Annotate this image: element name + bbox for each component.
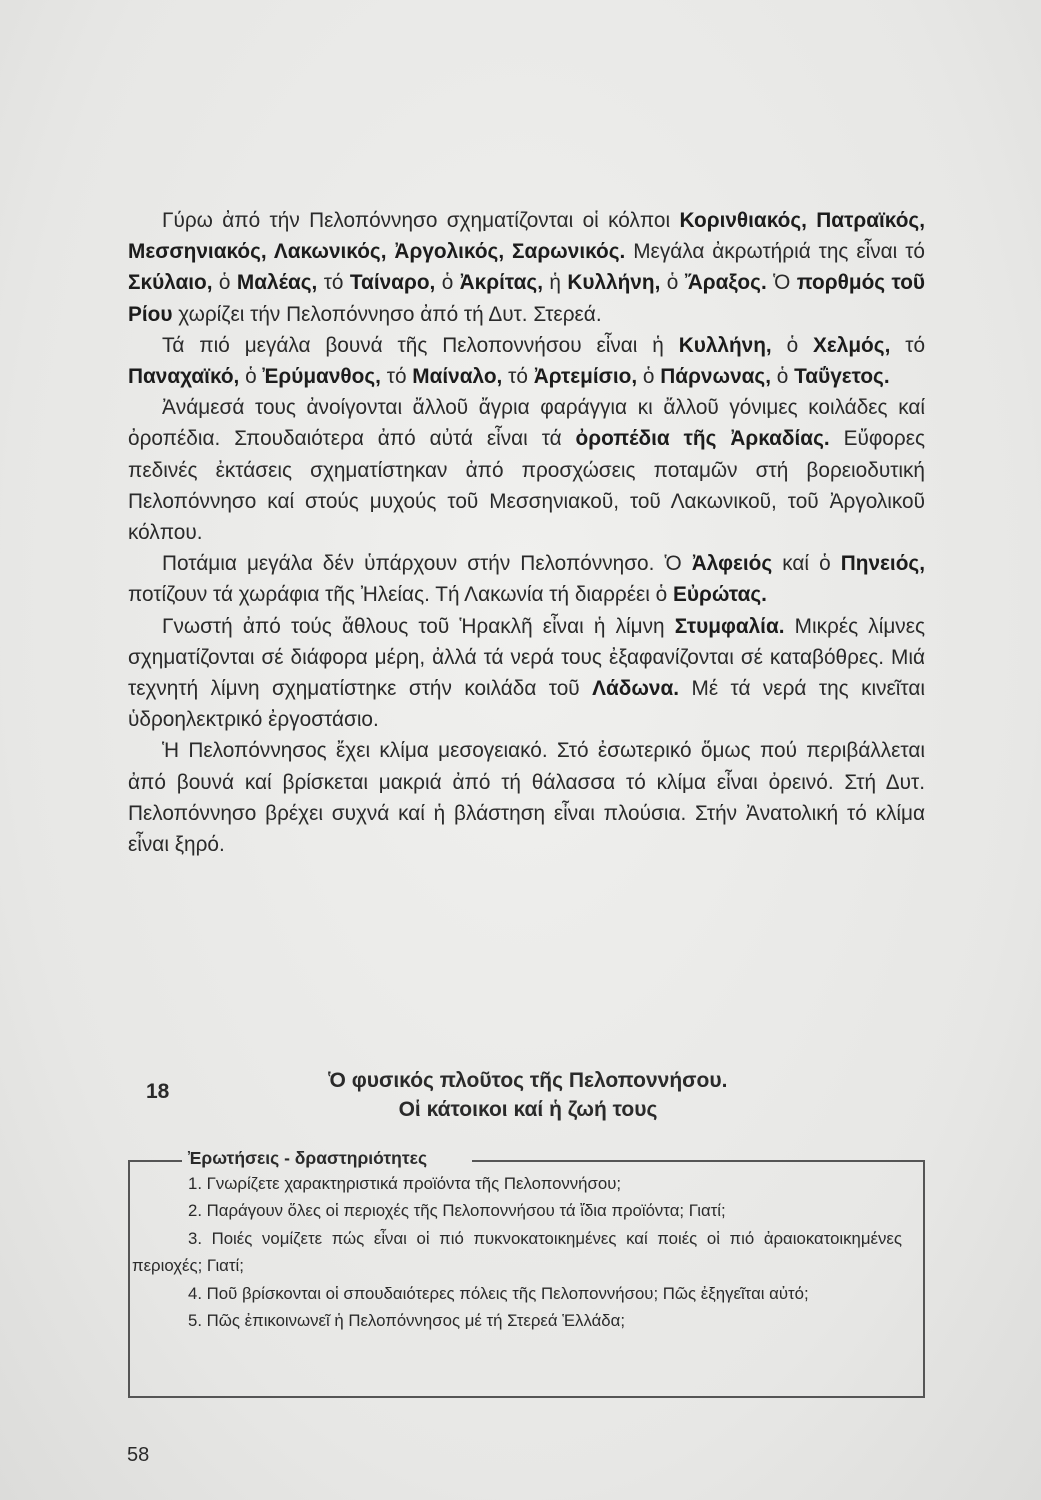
bold-term: Στυμφαλία. <box>674 614 785 638</box>
bold-term: Ἐρύμανθος, <box>262 365 381 389</box>
bold-term: Ἀρτεμίσιο, <box>533 365 638 389</box>
text-span: καί ὁ <box>772 552 841 576</box>
bold-term: ὀροπέδια τῆς Ἀρκαδίας. <box>575 427 830 451</box>
question-item: 3. Ποιές νομίζετε πώς εἶναι οἱ πιό πυκνοκατοικημένες καί ποιές οἱ πιό ἀραιοκατοικημένες περιοχές; Γιατί; <box>132 1228 902 1276</box>
bold-term: Χελμός, <box>813 333 891 357</box>
text-span: ὁ <box>239 365 263 389</box>
paragraph-mountains <box>128 330 925 392</box>
text-span: ὁ <box>771 333 814 357</box>
bold-term: Κορινθιακός, Πατραϊκός, Μεσσηνιακός, Λακωνικός, Ἀργολικός, Σαρωνικός. <box>128 209 925 264</box>
question-item: 2. Παράγουν ὅλες οἱ περιοχές τῆς Πελοποννήσου τά ἴδια προϊόντα; Γιατί; <box>188 1201 726 1221</box>
bold-term: Πηνειός, <box>840 552 925 576</box>
text-span: Μικρές λίμνες σχηματίζονται σέ διάφορα μέρη, ἀλλά τά νερά τους ἐξαφανίζονται σέ καταβόθρες. Μιά τεχνητή λίμνη σχηματίστηκε στήν κοιλάδα τοῦ <box>128 614 925 701</box>
main-text <box>128 205 925 860</box>
text-span: Γνωστή ἀπό τούς ἄθλους τοῦ Ἡρακλῆ εἶναι ἡ λίμνη <box>162 614 675 638</box>
text-span: Ἡ Πελοπόννησος ἔχει κλίμα μεσογειακό. Στό ἐσωτερικό ὅμως πού περιβάλλεται ἀπό βουνά καί βρίσκεται μακριά ἀπό τή θάλασσα τό κλίμα εἶναι ὀρεινό. Στή Δυτ. Πελοπόννησο βρέχει συχνά καί ἡ βλάστηση εἶναι πλούσια. Στήν Ἀνατολική τό κλίμα εἶναι ξηρό. <box>128 739 925 857</box>
border-line <box>128 1160 182 1162</box>
text-span: ὁ <box>637 365 661 389</box>
bold-term: Πάρνωνας, <box>660 365 772 389</box>
text-span: Εὔφορες πεδινές ἐκτάσεις σχηματίστηκαν ἀπό προσχώσεις ποταμῶν στή βορειοδυτική Πελοπόννησο καί στούς μυχούς τοῦ Μεσσηνιακοῦ, τοῦ Λακωνικοῦ, τοῦ Ἀργολικοῦ κόλπου. <box>128 427 925 545</box>
text-span: ὁ <box>660 271 685 295</box>
text-span: τό <box>380 365 413 389</box>
text-span: τό <box>502 365 534 389</box>
bold-term: Κυλλήνη, <box>567 271 661 295</box>
text-span: ἡ <box>543 271 568 295</box>
paragraph-climate <box>128 735 925 860</box>
text-span: ὁ <box>771 365 795 389</box>
bold-term: Ἄραξος. <box>684 271 767 295</box>
question-item: 5. Πῶς ἐπικοινωνεῖ ἡ Πελοπόννησος μέ τή Στερεά Ἑλλάδα; <box>188 1311 625 1331</box>
bold-term: Παναχαϊκό, <box>128 365 240 389</box>
page-number: 58 <box>127 1444 150 1466</box>
text-span: Ποτάμια μεγάλα δέν ὑπάρχουν στήν Πελοπόννησο. Ὁ <box>162 552 692 576</box>
bold-term: Εὐρώτας. <box>673 583 767 607</box>
chapter-title-line-1: Ὁ φυσικός πλοῦτος τῆς Πελοποννήσου. <box>328 1069 728 1092</box>
bold-term: Μαίναλο, <box>412 365 503 389</box>
text-span: Τά πιό μεγάλα βουνά τῆς Πελοποννήσου εἶναι ἡ <box>162 333 679 357</box>
chapter-number: 18 <box>146 1080 170 1103</box>
chapter-title <box>268 1066 788 1124</box>
bold-term: Κυλλήνη, <box>678 333 772 357</box>
paragraph-gulfs-capes <box>128 205 925 330</box>
text-span: Γύρω ἀπό τήν Πελοπόννησο σχηματίζονται οἱ κόλποι <box>162 209 680 232</box>
text-span: ὁ <box>212 271 237 295</box>
paragraph-rivers <box>128 548 925 610</box>
bold-term: Σκύλαιο, <box>128 271 213 295</box>
bold-term: Ταΰγετος. <box>794 365 890 389</box>
questions-box <box>128 1148 925 1398</box>
questions-heading: Ἐρωτήσεις - δραστηριότητες <box>188 1148 428 1168</box>
bold-term: Λάδωνα. <box>592 677 680 701</box>
text-span: ὁ <box>435 271 460 295</box>
text-span: Μεγάλα ἀκρωτήριά της εἶναι τό <box>625 240 925 264</box>
bold-term: Ταίναρο, <box>349 271 436 295</box>
questions-list <box>132 1170 902 1334</box>
paragraph-lakes <box>128 611 925 736</box>
chapter-heading <box>128 1066 925 1136</box>
text-span: τό <box>890 333 926 357</box>
text-span: Ἀνάμεσά τους ἀνοίγονται ἄλλοῦ ἄγρια φαράγγια κι ἄλλοῦ γόνιμες κοιλάδες καί ὀροπέδια. Σπουδαιότερα ἀπό αὐτά εἶναι τά <box>128 396 925 451</box>
text-span: τό <box>317 271 350 295</box>
bold-term: Μαλέας, <box>236 271 318 295</box>
bold-term: Ἀκρίτας, <box>459 271 543 295</box>
question-item: 4. Ποῦ βρίσκονται οἱ σπουδαιότερες πόλεις τῆς Πελοποννήσου; Πῶς ἐξηγεῖται αὐτό; <box>188 1283 809 1303</box>
paragraph-valleys-plateaus <box>128 392 925 548</box>
text-span: Μέ τά νερά της κινεῖται ὑδροηλεκτρικό ἐργοστάσιο. <box>128 677 925 732</box>
chapter-title-line-2: Οἱ κάτοικοι καί ἡ ζωή τους <box>398 1098 658 1121</box>
text-span: χωρίζει τήν Πελοπόννησο ἀπό τή Δυτ. Στερεά. <box>172 302 602 326</box>
text-span: Ὁ <box>766 271 797 295</box>
bold-term: Ἀλφειός <box>691 552 773 576</box>
question-item: 1. Γνωρίζετε χαρακτηριστικά προϊόντα τῆς Πελοποννήσου; <box>188 1174 622 1193</box>
text-span: ποτίζουν τά χωράφια τῆς Ἠλείας. Τή Λακωνία τή διαρρέει ὁ <box>128 583 674 607</box>
bold-term: πορθμός τοῦ Ρίου <box>128 271 925 326</box>
border-line <box>472 1160 925 1162</box>
